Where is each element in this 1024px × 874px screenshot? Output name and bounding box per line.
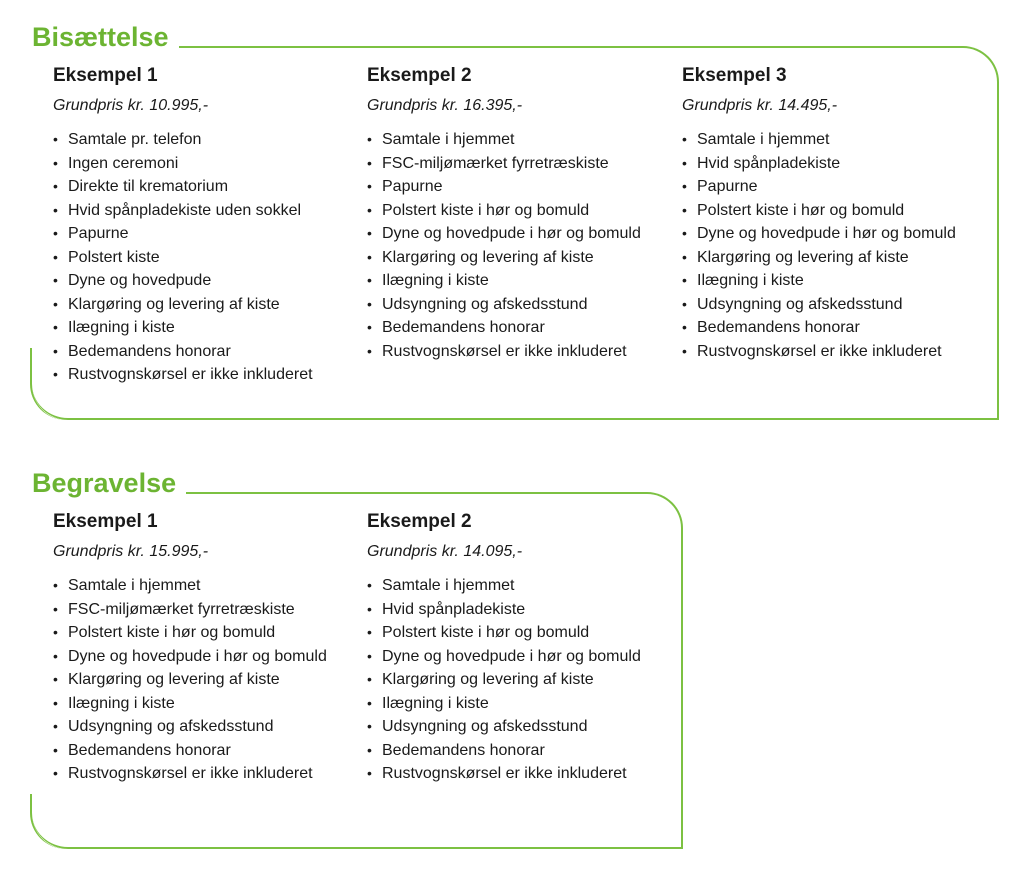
list-item: • Samtale i hjemmet xyxy=(682,128,982,152)
list-item: • Klargøring og levering af kiste xyxy=(53,668,353,692)
list-item: • FSC-miljømærket fyrretræskiste xyxy=(53,598,353,622)
list-item: • Polstert kiste i hør og bomuld xyxy=(53,621,353,645)
list-item: • Bedemandens honorar xyxy=(53,340,353,364)
base-price: Grundpris kr. 14.495,- xyxy=(682,97,838,114)
base-price: Grundpris kr. 14.095,- xyxy=(367,543,523,560)
example-heading: Eksempel 2 xyxy=(367,511,472,532)
list-item: • Bedemandens honorar xyxy=(53,739,353,763)
list-item: • Ilægning i kiste xyxy=(367,269,667,293)
list-item: • Udsyngning og afskedsstund xyxy=(367,293,667,317)
list-item: • Rustvognskørsel er ikke inkluderet xyxy=(53,363,353,387)
item-list xyxy=(53,574,353,786)
example-heading: Eksempel 1 xyxy=(53,511,158,532)
list-item: • Rustvognskørsel er ikke inkluderet xyxy=(367,340,667,364)
example-heading: Eksempel 3 xyxy=(682,65,787,86)
list-item: • Bedemandens honorar xyxy=(367,739,667,763)
bisaettelse-example-2 xyxy=(367,64,667,363)
list-item: • Samtale i hjemmet xyxy=(367,574,667,598)
item-list xyxy=(367,574,667,786)
list-item: • Ilægning i kiste xyxy=(53,692,353,716)
item-list xyxy=(53,128,353,387)
list-item: • Dyne og hovedpude i hør og bomuld xyxy=(682,222,982,246)
list-item: • Polstert kiste i hør og bomuld xyxy=(367,199,667,223)
item-list xyxy=(682,128,982,363)
list-item: • Dyne og hovedpude i hør og bomuld xyxy=(367,645,667,669)
list-item: • Polstert kiste xyxy=(53,246,353,270)
example-heading: Eksempel 2 xyxy=(367,65,472,86)
list-item: • Klargøring og levering af kiste xyxy=(367,668,667,692)
list-item: • Klargøring og levering af kiste xyxy=(682,246,982,270)
list-item: • Direkte til krematorium xyxy=(53,175,353,199)
bisaettelse-example-3 xyxy=(682,64,982,363)
bisaettelse-title: Bisættelse xyxy=(32,20,179,54)
base-price: Grundpris kr. 15.995,- xyxy=(53,543,209,560)
item-list xyxy=(367,128,667,363)
list-item: • Bedemandens honorar xyxy=(682,316,982,340)
bisaettelse-example-1 xyxy=(53,64,353,387)
base-price: Grundpris kr. 16.395,- xyxy=(367,97,523,114)
list-item: • Ilægning i kiste xyxy=(682,269,982,293)
list-item: • Rustvognskørsel er ikke inkluderet xyxy=(53,762,353,786)
list-item: • Dyne og hovedpude xyxy=(53,269,353,293)
list-item: • Polstert kiste i hør og bomuld xyxy=(367,621,667,645)
list-item: • Samtale i hjemmet xyxy=(53,574,353,598)
list-item: • Polstert kiste i hør og bomuld xyxy=(682,199,982,223)
list-item: • Rustvognskørsel er ikke inkluderet xyxy=(682,340,982,364)
list-item: • Ilægning i kiste xyxy=(367,692,667,716)
list-item: • Udsyngning og afskedsstund xyxy=(53,715,353,739)
list-item: • Papurne xyxy=(682,175,982,199)
list-item: • Dyne og hovedpude i hør og bomuld xyxy=(53,645,353,669)
list-item: • Ilægning i kiste xyxy=(53,316,353,340)
list-item: • Hvid spånpladekiste xyxy=(682,152,982,176)
list-item: • Papurne xyxy=(53,222,353,246)
begravelse-example-1 xyxy=(53,510,353,786)
list-item: • Hvid spånpladekiste uden sokkel xyxy=(53,199,353,223)
base-price: Grundpris kr. 10.995,- xyxy=(53,97,209,114)
begravelse-title: Begravelse xyxy=(32,466,186,500)
example-heading: Eksempel 1 xyxy=(53,65,158,86)
list-item: • Papurne xyxy=(367,175,667,199)
list-item: • Hvid spånpladekiste xyxy=(367,598,667,622)
list-item: • Klargøring og levering af kiste xyxy=(367,246,667,270)
list-item: • FSC-miljømærket fyrretræskiste xyxy=(367,152,667,176)
list-item: • Ingen ceremoni xyxy=(53,152,353,176)
list-item: • Klargøring og levering af kiste xyxy=(53,293,353,317)
list-item: • Rustvognskørsel er ikke inkluderet xyxy=(367,762,667,786)
begravelse-example-2 xyxy=(367,510,667,786)
list-item: • Udsyngning og afskedsstund xyxy=(367,715,667,739)
list-item: • Samtale pr. telefon xyxy=(53,128,353,152)
list-item: • Samtale i hjemmet xyxy=(367,128,667,152)
list-item: • Udsyngning og afskedsstund xyxy=(682,293,982,317)
list-item: • Dyne og hovedpude i hør og bomuld xyxy=(367,222,667,246)
list-item: • Bedemandens honorar xyxy=(367,316,667,340)
